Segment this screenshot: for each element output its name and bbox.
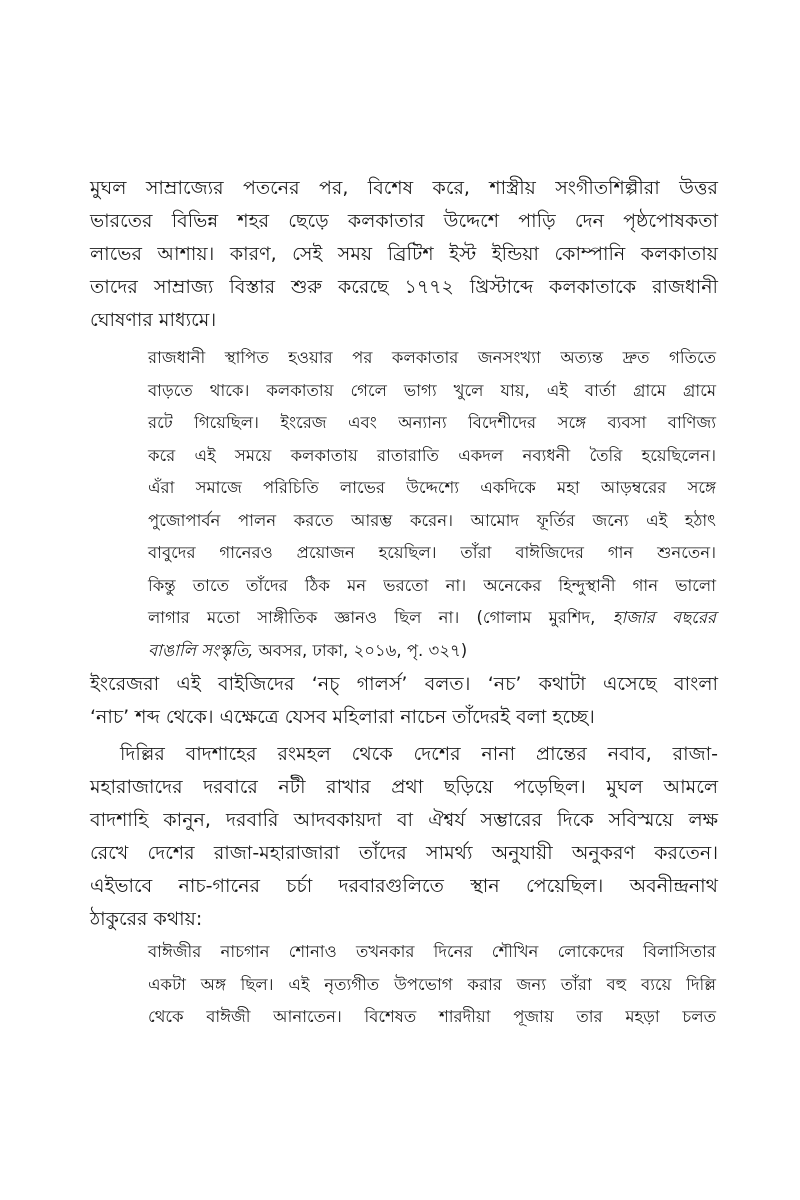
block-quote-murshid	[148, 342, 716, 667]
text-line: লাভের আশায়। কারণ, সেই সময় ব্রিটিশ ইস্ট ইন্ডিয়া কোম্পানি কলকাতায়	[90, 243, 718, 265]
text-line: ঠাকুরের কথায়:	[90, 908, 203, 930]
quote-line: রাজধানী স্থাপিত হওয়ার পর কলকাতার জনসংখ্যা অত্যন্ত দ্রুত গতিতে	[148, 348, 716, 367]
block-quote-abanindranath	[148, 936, 716, 1034]
text-line: রেখে দেশের রাজা-মহারাজারা তাঁদের সামর্থ্য অনুযায়ী অনুকরণ করতেন।	[90, 842, 718, 864]
text-line: মহারাজাদের দরবারে নটী রাখার প্রথা ছড়িয়ে পড়েছিল। মুঘল আমলে	[90, 776, 718, 798]
paragraph-mughal-decline	[90, 172, 718, 337]
paragraph-royal-courts	[90, 738, 718, 936]
quote-line: পুজোপার্বন পালন করতে আরম্ভ করেন। আমোদ ফূর্তির জন্যে এই হঠাৎ	[148, 510, 716, 530]
book-title-italic: বাঙালি সংস্কৃতি,	[148, 640, 254, 660]
paragraph-nautch-girls	[90, 668, 718, 734]
citation-text: লাগার মতো সাঙ্গীতিক জ্ঞানও ছিল না। (গোলাম মুরশিদ,	[148, 608, 613, 627]
book-title-italic: হাজার বছরের	[612, 608, 716, 627]
quote-line: বাঈজীর নাচগান শোনাও তখনকার দিনের শৌখিন লোকেদের বিলাসিতার	[148, 942, 716, 961]
quote-line: একটা অঙ্গ ছিল। এই নৃত্যগীত উপভোগ করার জন্য তাঁরা বহু ব্যয়ে দিল্লি	[148, 974, 716, 994]
citation-text: অবসর, ঢাকা, ২০১৬, পৃ. ৩২৭)	[253, 640, 468, 660]
text-line: ইংরেজরা এই বাইজিদের ‘নচ্ গালর্স’ বলত। ‘নচ’ কথাটা এসেছে বাংলা	[90, 673, 718, 695]
text-line: তাদের সাম্রাজ্য বিস্তার শুরু করেছে ১৭৭২ খ্রিস্টাব্দে কলকাতাকে রাজধানী	[90, 276, 718, 298]
text-line: এইভাবে নাচ-গানের চর্চা দরবারগুলিতে স্থান পেয়েছিল। অবনীন্দ্রনাথ	[90, 875, 718, 897]
quote-line: করে এই সময়ে কলকাতায় রাতারাতি একদল নব্যধনী তৈরি হয়েছিলেন।	[148, 445, 716, 465]
text-line: ভারতের বিভিন্ন শহর ছেড়ে কলকাতার উদ্দেশে পাড়ি দেন পৃষ্ঠপোষকতা	[90, 210, 718, 232]
text-line: দিল্লির বাদশাহের রংমহল থেকে দেশের নানা প্রান্তের নবাব, রাজা-	[120, 743, 718, 765]
text-line: ঘোষণার মাধ্যমে।	[90, 309, 217, 331]
text-line: ‘নাচ’ শব্দ থেকে। এক্ষেত্রে যেসব মহিলারা নাচেন তাঁদেরই বলা হচ্ছে।	[90, 706, 595, 728]
text-line: বাদশাহি কানুন, দরবারি আদবকায়দা বা ঐশ্বর্য সম্ভারের দিকে সবিস্ময়ে লক্ষ	[90, 809, 718, 831]
quote-line: এঁরা সমাজে পরিচিতি লাভের উদ্দেশ্যে একদিকে মহা আড়ম্বরের সঙ্গে	[148, 478, 716, 497]
quote-line: রটে গিয়েছিল। ইংরেজ এবং অন্যান্য বিদেশীদের সঙ্গে ব্যবসা বাণিজ্য	[148, 413, 716, 432]
quote-line: কিন্তু তাতে তাঁদের ঠিক মন ভরতো না। অনেকের হিন্দুস্থানী গান ভালো	[148, 575, 716, 595]
quote-line: থেকে বাঈজী আনাতেন। বিশেষত শারদীয়া পূজায় তার মহড়া চলত	[148, 1007, 716, 1026]
quote-line	[148, 635, 716, 668]
text-line: মুঘল সাম্রাজ্যের পতনের পর, বিশেষ করে, শাস্ত্রীয় সংগীতশিল্পীরা উত্তর	[90, 177, 718, 199]
quote-line	[148, 602, 716, 635]
quote-line: বাবুদের গানেরও প্রয়োজন হয়েছিল। তাঁরা বাঈজিদের গান শুনতেন।	[148, 543, 716, 562]
quote-line: বাড়তে থাকে। কলকাতায় গেলে ভাগ্য খুলে যায়, এই বার্তা গ্রামে গ্রামে	[148, 380, 716, 400]
